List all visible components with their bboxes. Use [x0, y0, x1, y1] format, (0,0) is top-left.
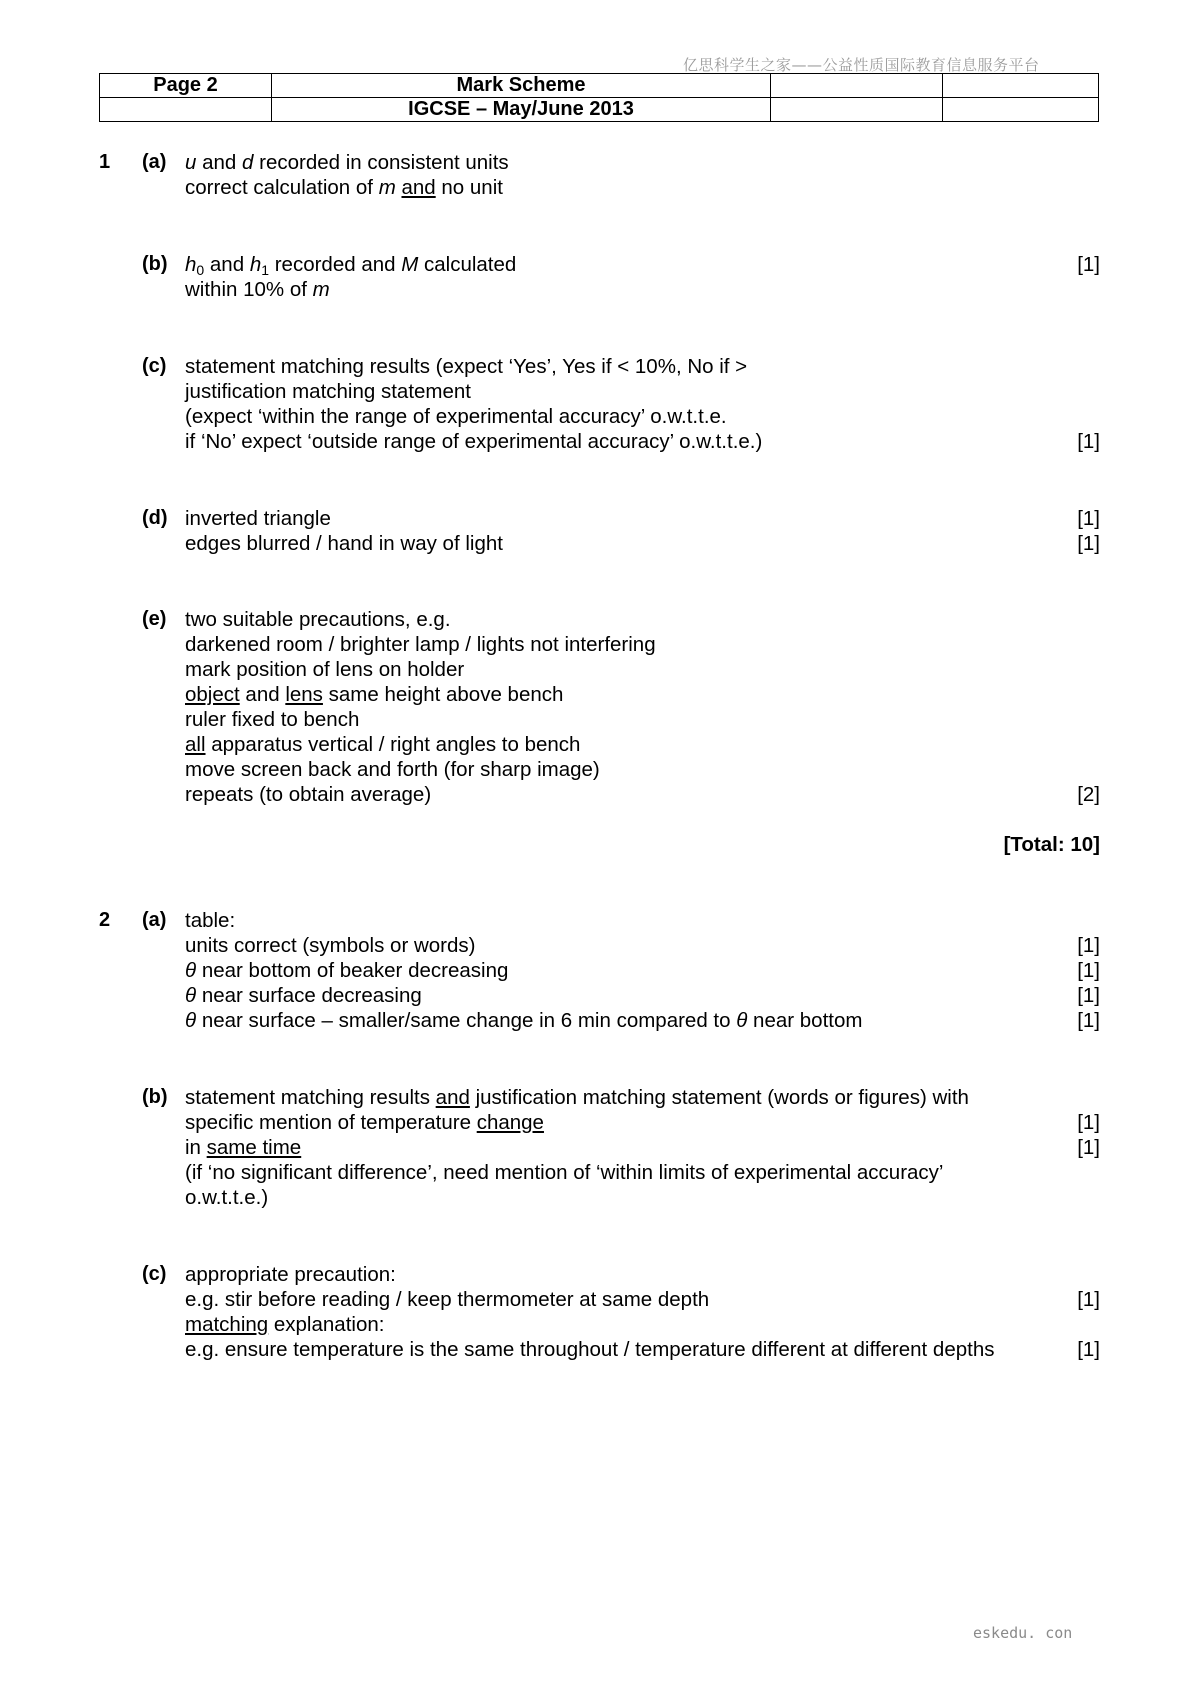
q1d-label: (d) — [142, 507, 168, 529]
q2a-line-5: θ near surface – smaller/same change in 6 min compared to θ near bottom — [185, 1009, 863, 1032]
q2b-line-4: (if ‘no significant difference’, need mention of ‘within limits of experimental accuracy’ — [185, 1161, 944, 1184]
q2c-mark-1: [1] — [1077, 1288, 1100, 1311]
q2c-label: (c) — [142, 1263, 167, 1285]
q1e-line-8: repeats (to obtain average) — [185, 783, 432, 806]
q2b-line-1: statement matching results and justification matching statement (words or figures) with — [185, 1086, 969, 1109]
q2a-mark-2: [1] — [1077, 959, 1100, 982]
q1e-mark: [2] — [1077, 783, 1100, 806]
q2b-label: (b) — [142, 1086, 168, 1108]
q1a-line-1: u and d recorded in consistent units — [185, 151, 509, 174]
header-exam: IGCSE – May/June 2013 — [272, 98, 771, 122]
q1e-line-6: all apparatus vertical / right angles to bench — [185, 733, 581, 756]
q1b-mark: [1] — [1077, 253, 1100, 276]
q1e-line-5: ruler fixed to bench — [185, 708, 360, 731]
header-empty-3 — [100, 98, 272, 122]
header-table — [99, 73, 1099, 122]
q1e-line-3: mark position of lens on holder — [185, 658, 465, 681]
q1e-line-4: object and lens same height above bench — [185, 683, 564, 706]
q2b-mark-2: [1] — [1077, 1136, 1100, 1159]
q1a-label: (a) — [142, 151, 167, 173]
q1e-line-2: darkened room / brighter lamp / lights not interfering — [185, 633, 656, 656]
q1d-mark-2: [1] — [1077, 532, 1100, 555]
header-page: Page 2 — [100, 74, 272, 98]
q1d-line-1: inverted triangle — [185, 507, 331, 530]
q2b-line-3: in same time — [185, 1136, 302, 1159]
header-empty-5 — [943, 98, 1099, 122]
q2c-line-3: matching explanation: — [185, 1313, 385, 1336]
q1e-label: (e) — [142, 608, 167, 630]
q2a-line-1: table: — [185, 909, 236, 932]
question-1-number: 1 — [99, 151, 111, 173]
q2c-line-2: e.g. stir before reading / keep thermometer at same depth — [185, 1288, 710, 1311]
q2b-mark-1: [1] — [1077, 1111, 1100, 1134]
watermark-top: 亿思科学生之家——公益性质国际教育信息服务平台 — [683, 56, 1040, 74]
q1e-line-7: move screen back and forth (for sharp image) — [185, 758, 600, 781]
q1b-label: (b) — [142, 253, 168, 275]
q2c-mark-2: [1] — [1077, 1338, 1100, 1361]
q1b-line-2: within 10% of m — [185, 278, 330, 301]
q2a-line-4: θ near surface decreasing — [185, 984, 422, 1007]
q1c-line-3: (expect ‘within the range of experimental accuracy’ o.w.t.t.e. — [185, 405, 727, 428]
header-empty-4 — [771, 98, 943, 122]
q2a-mark-3: [1] — [1077, 984, 1100, 1007]
q2c-line-4: e.g. ensure temperature is the same throughout / temperature different at different depths — [185, 1338, 995, 1361]
header-title: Mark Scheme — [272, 74, 771, 98]
q1c-mark: [1] — [1077, 430, 1100, 453]
header-empty-2 — [943, 74, 1099, 98]
q1a-line-2: correct calculation of m and no unit — [185, 176, 503, 199]
q1c-label: (c) — [142, 355, 167, 377]
q2b-line-5: o.w.t.t.e.) — [185, 1186, 269, 1209]
q2a-label: (a) — [142, 909, 167, 931]
q2c-line-1: appropriate precaution: — [185, 1263, 396, 1286]
watermark-bottom: eskedu. con — [973, 1624, 1073, 1642]
q1-total: [Total: 10] — [1003, 833, 1100, 856]
q1d-line-2: edges blurred / hand in way of light — [185, 532, 503, 555]
q2a-mark-1: [1] — [1077, 934, 1100, 957]
q2a-line-3: θ near bottom of beaker decreasing — [185, 959, 509, 982]
q1b-line-1: $h_0$ and $h_1$ recorded and M calculated — [185, 253, 517, 278]
q1c-line-4: if ‘No’ expect ‘outside range of experimental accuracy’ o.w.t.t.e.) — [185, 430, 763, 453]
q2a-mark-4: [1] — [1077, 1009, 1100, 1032]
q2b-line-2: specific mention of temperature change — [185, 1111, 544, 1134]
q1c-line-2: justification matching statement — [185, 380, 471, 403]
q1c-line-1: statement matching results (expect ‘Yes’, Yes if < 10%, No if > — [185, 355, 748, 378]
q1e-line-1: two suitable precautions, e.g. — [185, 608, 451, 631]
q2a-line-2: units correct (symbols or words) — [185, 934, 476, 957]
question-2-number: 2 — [99, 909, 111, 931]
q1d-mark-1: [1] — [1077, 507, 1100, 530]
header-empty-1 — [771, 74, 943, 98]
